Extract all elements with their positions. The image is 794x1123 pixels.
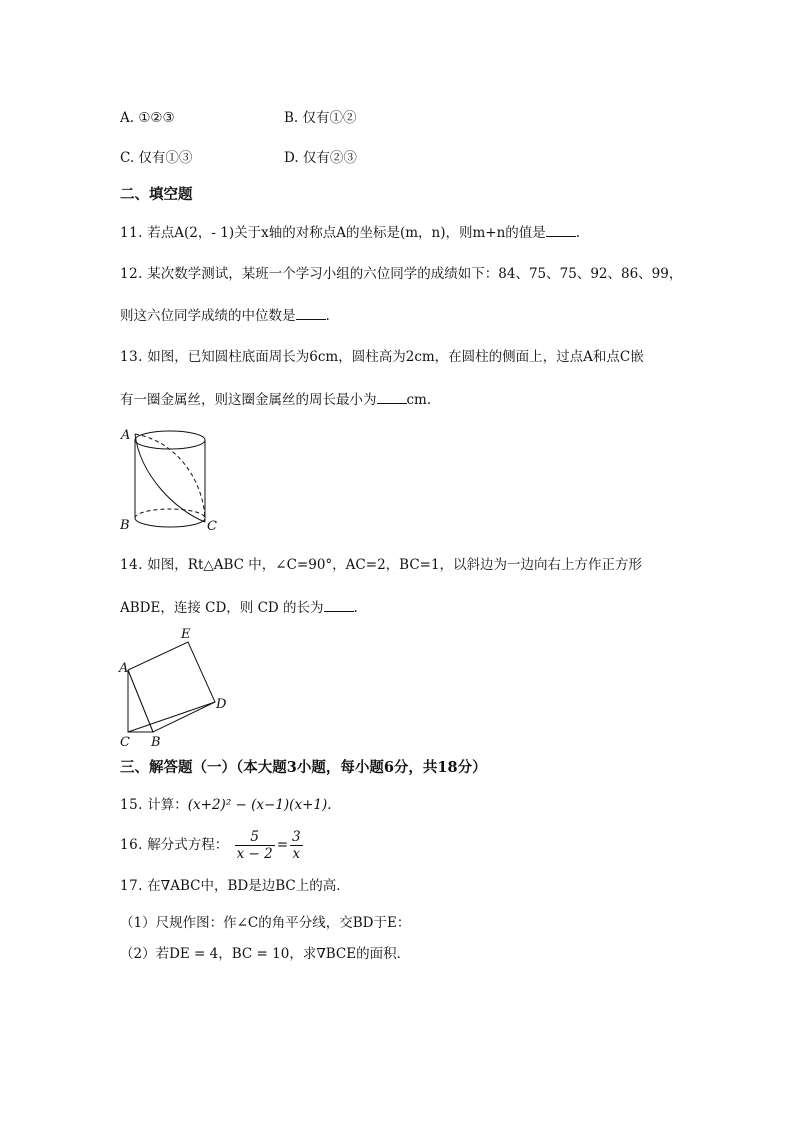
question-number: 11. bbox=[120, 225, 143, 241]
label-c: C bbox=[120, 735, 130, 750]
section3-title: 三、解答题（一）（本大题3小题，每小题6分，共18分） bbox=[120, 759, 487, 776]
question-end: cm. bbox=[406, 392, 432, 408]
choice-c: C. 仅有①③ bbox=[120, 150, 193, 166]
denominator: x − 2 bbox=[236, 846, 273, 862]
answer-blank bbox=[546, 222, 576, 237]
label-b: B bbox=[151, 735, 161, 750]
choice-d: D. 仅有②③ bbox=[284, 150, 357, 166]
question-text: 计算： bbox=[147, 797, 188, 813]
section2-title: 二、填空题 bbox=[120, 186, 193, 203]
question-end: . bbox=[325, 308, 330, 324]
numerator: 5 bbox=[235, 829, 275, 846]
label-c: C bbox=[207, 519, 217, 534]
question-text: ABDE，连接 CD，则 CD 的长为 bbox=[120, 600, 324, 616]
label-e: E bbox=[181, 627, 191, 642]
square-abde bbox=[128, 642, 215, 732]
question-14-line2 bbox=[120, 597, 358, 618]
square-figure bbox=[115, 622, 235, 750]
question-12-line2 bbox=[120, 305, 330, 326]
answer-blank bbox=[377, 389, 407, 404]
question-number: 12. bbox=[120, 266, 143, 282]
choice-a: A. ①②③ bbox=[120, 110, 175, 126]
choice-b: B. 仅有①② bbox=[284, 110, 357, 126]
question-number: 16. bbox=[120, 837, 143, 853]
question-17 bbox=[120, 876, 350, 896]
question-number: 14. bbox=[120, 557, 143, 573]
label-a: A bbox=[119, 661, 129, 676]
segment-cd bbox=[128, 702, 215, 732]
question-text: 则这六位同学成绩的中位数是 bbox=[120, 308, 296, 324]
cylinder-top-ellipse bbox=[135, 431, 205, 449]
question-15 bbox=[120, 795, 332, 815]
question-text: 解分式方程： bbox=[147, 837, 229, 853]
fraction-left bbox=[235, 829, 275, 862]
question-text: 某次数学测试，某班一个学习小组的六位同学的成绩如下：84、75、75、92、86、99， bbox=[147, 266, 683, 282]
cylinder-bottom-front bbox=[135, 518, 205, 527]
question-13-line2 bbox=[120, 389, 431, 410]
label-b: B bbox=[120, 518, 130, 533]
question-text: 若点A(2，- 1)关于x轴的对称点A的坐标是(m，n)，则m+n的值是 bbox=[147, 225, 546, 241]
question-end: . bbox=[353, 600, 358, 616]
question-number: 15. bbox=[120, 797, 143, 813]
math-expression: (x+2)² − (x−1)(x+1). bbox=[187, 797, 332, 813]
numerator: 3 bbox=[292, 829, 301, 845]
question-number: 17. bbox=[120, 878, 143, 894]
question-end: . bbox=[575, 225, 581, 241]
question-12 bbox=[120, 264, 682, 284]
cylinder-figure bbox=[115, 420, 225, 535]
question-17-part1: （1）尺规作图：作∠C的角平分线，交BD于E： bbox=[120, 915, 411, 931]
question-text: 在∇ABC中，BD是边BC上的高． bbox=[147, 878, 350, 894]
answer-blank bbox=[324, 597, 354, 612]
question-17-part2: （2）若DE = 4，BC = 10，求∇BCE的面积． bbox=[120, 946, 411, 962]
question-text: 如图，Rt△ABC 中，∠C=90°，AC=2，BC=1，以斜边为一边向右上方作正方形 bbox=[147, 557, 643, 573]
equals-sign: = bbox=[276, 837, 288, 853]
answer-blank bbox=[296, 305, 326, 320]
label-d: D bbox=[216, 697, 227, 712]
fraction-right bbox=[290, 829, 303, 862]
denominator: x bbox=[292, 846, 301, 862]
question-number: 13. bbox=[120, 349, 143, 365]
question-14 bbox=[120, 555, 642, 575]
question-13 bbox=[120, 347, 644, 367]
question-text: 有一圈金属丝，则这圈金属丝的周长最小为 bbox=[120, 392, 377, 408]
label-a: A bbox=[121, 428, 131, 443]
question-16 bbox=[120, 828, 305, 862]
question-text: 如图，已知圆柱底面周长为6cm，圆柱高为2cm，在圆柱的侧面上，过点A和点C嵌 bbox=[147, 349, 644, 365]
question-11 bbox=[120, 222, 580, 243]
